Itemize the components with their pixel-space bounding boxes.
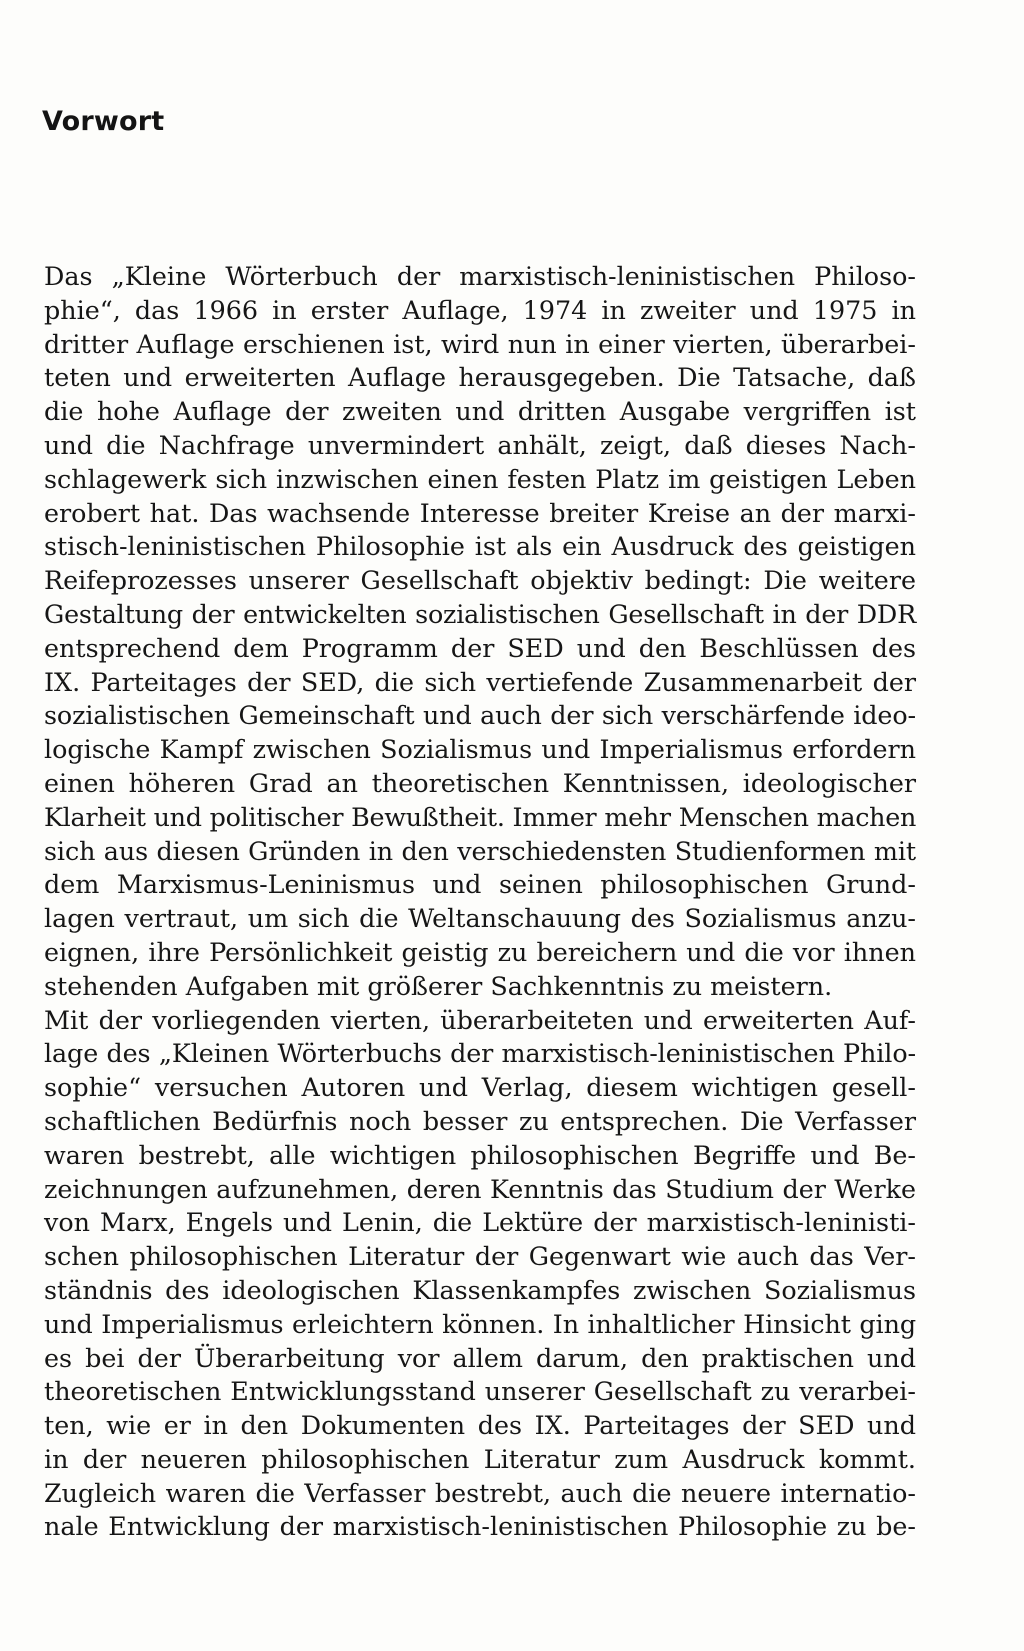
text-line: die hohe Auflage der zweiten und dritten Ausgabe vergriffen ist xyxy=(44,396,916,427)
body-text xyxy=(44,260,916,1544)
text-line: lagen vertraut, um sich die Weltanschauung des Sozialismus anzu- xyxy=(44,903,916,934)
text-line: Das „Kleine Wörterbuch der marxistisch-leninistischen Philoso- xyxy=(44,261,916,291)
text-line: dritter Auflage erschienen ist, wird nun in einer vierten, überarbei- xyxy=(44,328,916,359)
text-line: erobert hat. Das wachsende Interesse breiter Kreise an der marxi- xyxy=(44,497,916,528)
text-line: und die Nachfrage unvermindert anhält, zeigt, daß dieses Nach- xyxy=(44,429,916,460)
text-line: phie“, das 1966 in erster Auflage, 1974 in zweiter und 1975 in xyxy=(44,294,916,325)
text-line: logische Kampf zwischen Sozialismus und Imperialismus erfordern xyxy=(44,734,916,765)
text-line: eignen, ihre Persönlichkeit geistig zu bereichern und die vor ihnen xyxy=(44,936,916,967)
text-line: nale Entwicklung der marxistisch-leninistischen Philosophie zu be- xyxy=(44,1511,916,1542)
text-line: entsprechend dem Programm der SED und den Beschlüssen des xyxy=(44,632,916,663)
text-line: Gestaltung der entwickelten sozialistischen Gesellschaft in der DDR xyxy=(44,598,916,629)
text-line: schen philosophischen Literatur der Gegenwart wie auch das Ver- xyxy=(44,1241,916,1272)
text-line: stisch-leninistischen Philosophie ist als ein Ausdruck des geistigen xyxy=(44,531,916,562)
text-line: Zugleich waren die Verfasser bestrebt, auch die neuere internatio- xyxy=(44,1477,916,1508)
page-title: Vorwort xyxy=(42,106,165,137)
text-line: ständnis des ideologischen Klassenkampfes zwischen Sozialismus xyxy=(44,1274,916,1305)
text-line: schlagewerk sich inzwischen einen festen Platz im geistigen Leben xyxy=(44,463,916,494)
text-line: in der neueren philosophischen Literatur zum Ausdruck kommt. xyxy=(44,1443,916,1474)
text-line: lage des „Kleinen Wörterbuchs der marxistisch-leninistischen Philo- xyxy=(44,1038,916,1069)
text-line: es bei der Überarbeitung vor allem darum, den praktischen und xyxy=(44,1342,916,1373)
text-line: ten, wie er in den Dokumenten des IX. Parteitages der SED und xyxy=(44,1410,916,1441)
text-line: sozialistischen Gemeinschaft und auch der sich verschärfende ideo- xyxy=(44,700,916,731)
text-line: Reifeprozesses unserer Gesellschaft objektiv bedingt: Die weitere xyxy=(44,565,916,596)
text-line: zeichnungen aufzunehmen, deren Kenntnis das Studium der Werke xyxy=(44,1173,916,1204)
text-line: waren bestrebt, alle wichtigen philosophischen Begriffe und Be- xyxy=(44,1139,916,1170)
text-line: schaftlichen Bedürfnis noch besser zu entsprechen. Die Verfasser xyxy=(44,1105,916,1136)
text-line: Mit der vorliegenden vierten, überarbeiteten und erweiterten Auf- xyxy=(44,1004,916,1035)
text-line: IX. Parteitages der SED, die sich vertiefende Zusammenarbeit der xyxy=(44,666,916,697)
text-line: Klarheit und politischer Bewußtheit. Immer mehr Menschen machen xyxy=(44,801,916,832)
text-line: und Imperialismus erleichtern können. In inhaltlicher Hinsicht ging xyxy=(44,1308,916,1339)
text-line: theoretischen Entwicklungsstand unserer Gesellschaft zu verarbei- xyxy=(44,1376,916,1407)
text-line: von Marx, Engels und Lenin, die Lektüre der marxistisch-leninisti- xyxy=(44,1207,916,1238)
text-line: einen höheren Grad an theoretischen Kenntnissen, ideologischer xyxy=(44,767,916,798)
text-line: teten und erweiterten Auflage herausgegeben. Die Tatsache, daß xyxy=(44,362,916,393)
text-line: stehenden Aufgaben mit größerer Sachkenntnis zu meistern. xyxy=(44,970,833,1001)
text-line: sophie“ versuchen Autoren und Verlag, diesem wichtigen gesell- xyxy=(44,1072,916,1103)
text-line: dem Marxismus-Leninismus und seinen philosophischen Grund- xyxy=(44,869,916,900)
text-line: sich aus diesen Gründen in den verschiedensten Studienformen mit xyxy=(44,835,916,866)
